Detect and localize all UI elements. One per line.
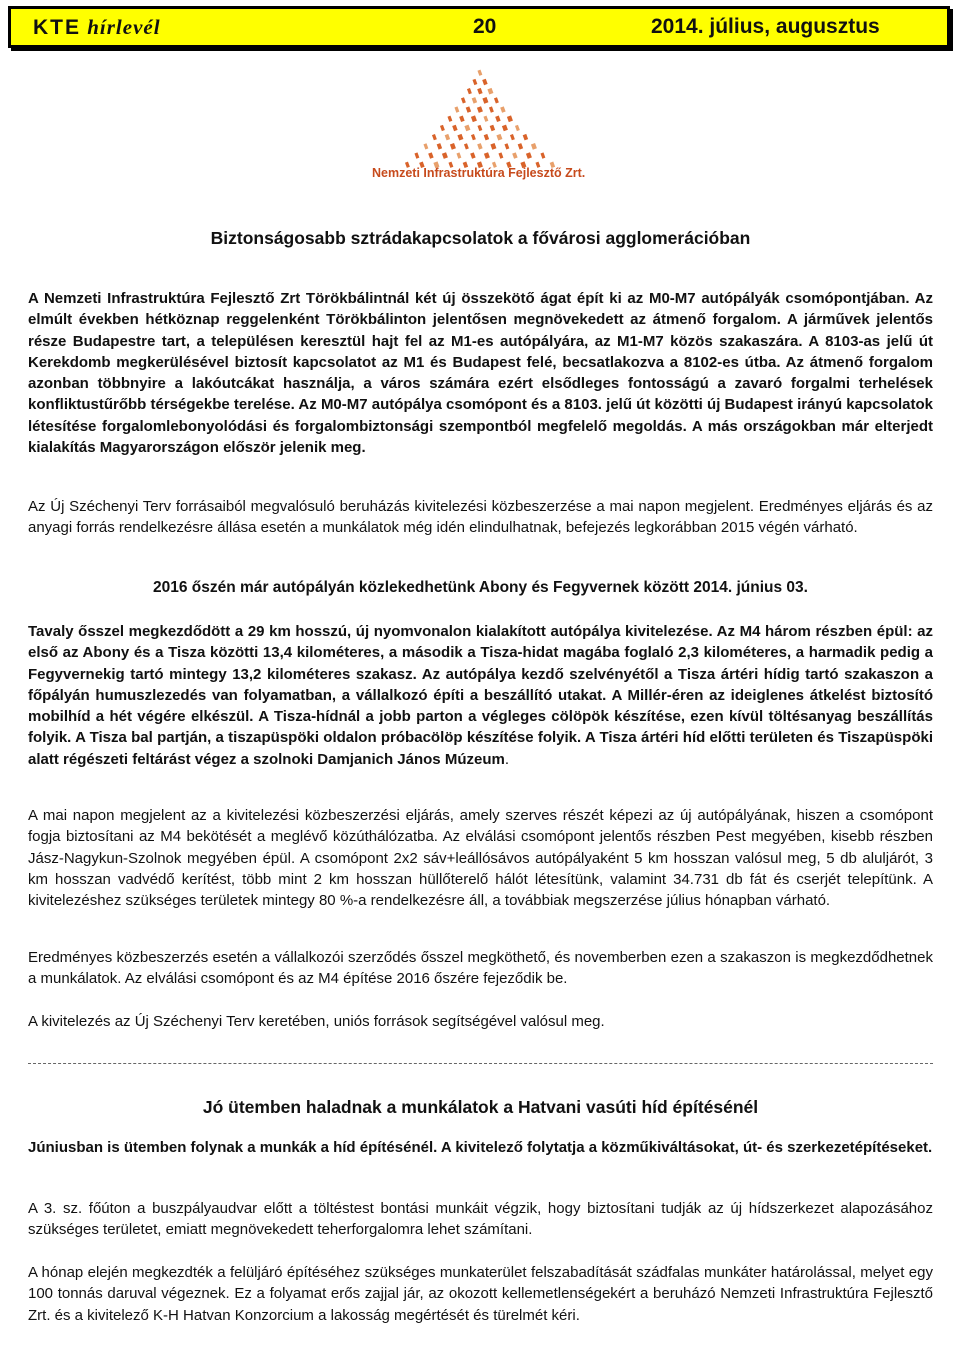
- article-paragraph: Az Új Széchenyi Terv forrásaiból megvalósuló beruházás kivitelezési közbeszerzése a mai napon megjelent. Eredményes eljárás és az anyagi forrás rendelkezésre állása esetén a munkálatok még idén elindulhatnak, befejezés legkorábban 2015 végén várható.: [28, 498, 933, 537]
- logo-mark: [498, 152, 503, 158]
- logo-mark: [490, 125, 495, 131]
- logo-mark: [472, 97, 477, 103]
- page-number: 20: [473, 15, 497, 38]
- logo-mark: [500, 106, 505, 112]
- logo-mark: [464, 125, 470, 132]
- article-lead-text: Tavaly ősszel megkezdődött a 29 km hosszú, új nyomvonalon kialakított autópálya kivitelezése. Az M4 három részben épül: az első az Abony és a Tisza közötti 13,4 kilométeres, a második a Tisza-hidat magába foglaló 2,3 kilométeres, a harmadik pedig a Fegyvernekig tartó mintegy 13,2 kilométeres szakasz. Az autópálya kezdő szelvényétől a Tisza ártéri hídig tartó szakaszon a főpályán humuszlezedés van folyamatban, a vállalkozó építi a beszállító utakat. A Millér-éren az ideiglenes átkelést biztosító mobilhíd a hét végére elkészül. A Tisza-hídnál a jobb parton a végleges cölöpök készítése, ezen kívül töltésanyag beszállítás folyik. A Tisza bal partján, a tiszapüspöki oldalon próbacölöp készítése folyik. A Tisza ártéri híd előtti területen és Tiszapüspöki alatt régészeti feltárást végez a szolnoki Damjanich János Múzeum: [28, 623, 933, 768]
- logo-mark: [477, 143, 482, 149]
- logo-mark: [432, 134, 437, 140]
- logo-mark: [471, 134, 476, 140]
- logo-mark: [487, 88, 493, 95]
- logo-org-name: Nemzeti Infrastruktúra Fejlesztő Zrt.: [372, 166, 586, 180]
- logo-mark: [484, 152, 490, 159]
- logo-mark: [504, 143, 509, 149]
- article-lead-tail: .: [504, 750, 509, 768]
- logo-mark: [540, 152, 545, 158]
- logo-mark: [515, 125, 520, 131]
- logo-mark: [523, 134, 528, 140]
- logo-mark: [471, 115, 477, 122]
- issue-date: 2014. július, augusztus: [651, 15, 880, 38]
- logo-mark: [428, 152, 433, 158]
- article-title: 2016 őszén már autópályán közlekedhetünk Abony és Fegyvernek között 2014. június 03.: [153, 579, 808, 596]
- logo-mark: [445, 134, 450, 140]
- logo-mark: [454, 106, 459, 112]
- logo-mark: [464, 143, 469, 149]
- logo-mark: [450, 143, 456, 150]
- brand-title: KTE hírlevél: [33, 15, 161, 39]
- logo-mark: [531, 143, 537, 150]
- logo-mark: [482, 79, 487, 85]
- article-paragraph: A kivitelezés az Új Széchenyi Terv keretében, uniós források segítségével valósul meg.: [28, 1013, 605, 1030]
- newsletter-header: [8, 6, 950, 48]
- article-title: Biztonságosabb sztrádakapcsolatok a fővárosi agglomerációban: [210, 228, 751, 248]
- logo-mark: [472, 79, 477, 85]
- logo-mark: [526, 152, 532, 159]
- logo-mark: [467, 88, 472, 94]
- article-title: Jó ütemben haladnak a munkálatok a Hatvani vasúti híd építésénél: [202, 1097, 759, 1117]
- logo-mark: [466, 106, 471, 112]
- logo-mark: [461, 97, 466, 103]
- logo-mark: [447, 116, 452, 122]
- logo-mark: [482, 97, 488, 104]
- article-paragraph: A mai napon megjelent az a kivitelezési közbeszerzési eljárás, amely szerves részét képezi az új autópályának, hiszen a csomópont fogja biztosítani az M4 bekötését a meglévő közúthálózatba. Az elválási csomópont jelentős részben Pest megyében, kisebb részben Jász-Nagykun-Szolnok megyében épül. A csomópont 2x2 sáv+leállósávos autópályaként 5 km hosszan valósul meg, 5 db aluljárót, 3 km hosszan vadvédő kerítést, több mint 2 km hosszan hüllőterelő hálót létesítünk, valamint 34.731 db fát és cserjét telepítünk. A kivitelezéshez szükséges területek mintegy 80 %-a rendelkezésre áll, a továbbiak megszerzése július hónapban várható.: [28, 807, 933, 910]
- logo-mark: [477, 70, 482, 76]
- logo-mark: [489, 106, 494, 112]
- article-paragraph: A hónap elején megkezdték a felüljáró építéséhez szükséges munkaterület felszabadítását szádfalas munkáter határolással, melyet egy 100 tonnás daruval végeznek. Ez a folyamat erős zajjal jár, az okozott kellemetlenségekért a beruházó Nemzeti Infrastruktúra Fejlesztő Zrt. és a kivitelező K-H Hatvan Konzorcium a lakosság megértését és türelmét kéri.: [28, 1264, 933, 1324]
- logo-mark: [442, 152, 448, 159]
- logo-mark: [414, 152, 419, 158]
- logo-mark: [490, 143, 496, 150]
- logo-mark: [507, 115, 513, 122]
- logo-mark: [494, 97, 499, 103]
- logo-mark: [512, 152, 517, 158]
- logo-mark: [452, 125, 457, 131]
- logo-mark: [484, 134, 489, 140]
- logo-mark: [456, 152, 461, 158]
- logo-mark: [477, 106, 483, 113]
- logo-mark: [470, 152, 475, 158]
- logo-mark: [495, 116, 500, 122]
- logo-mark: [437, 143, 442, 149]
- article-lead: [28, 621, 933, 770]
- article-paragraph: A 3. sz. főúton a buszpályaudvar előtt a töltéstest bontási munkáit végzik, hogy biztosítani tudják az új hídszerkezet alapozásához szükséges területet, emiatt megnövekedett teherforgalomra lehet számítani.: [28, 1200, 933, 1239]
- logo-mark: [496, 134, 502, 141]
- logo-mark: [457, 134, 463, 141]
- article-lead: A Nemzeti Infrastruktúra Fejlesztő Zrt Törökbálintnál két új összekötő ágat épít ki az M0-M7 autópályák csomópontjában. Az elmúlt években hétköznap reggelenként Törökbálinton jelentősen megnövekedett az átmenő forgalom. A járművek jelentős része Budapestre tart, a településen keresztül hajt fel az M1-es autópályára, az M1-M7 közös szakaszára. A 8103-as jelű út Kerekdomb megkerülésével biztosít kapcsolatot az M1 és Budapest felé, becsatlakozva a 8102-es útba. Az átmenő forgalom azonban többnyire a lakóutcákat használja, a város számára ezért elsődleges fontosságú a zavaró forgalmi terhelések konfliktustűrőbb térségekbe terelése. Az M0-M7 autópálya csomópont és a 8103. jelű út közötti új Budapest irányú kapcsolatok létesítése forgalomlebonyolódási és forgalombiztonsági szempontból megfelelő megoldás. A más országokban már elterjedt kialakítás Magyarországon először jelenik meg.: [28, 290, 933, 457]
- logo-mark: [502, 125, 508, 132]
- logo-mark: [518, 143, 523, 149]
- article-paragraph: Eredményes közbeszerzés esetén a vállalkozói szerződés ősszel megköthető, és novemberben ezen a szakaszon is megkezdődhetnek a munkálatok. Az elválási csomópont és az M4 építése 2016 őszére fejeződik be.: [28, 949, 933, 988]
- logo-mark: [510, 134, 515, 140]
- logo-mark: [483, 116, 488, 122]
- logo-mark: [459, 116, 464, 122]
- logo-mark: [477, 88, 482, 94]
- section-divider: [28, 1063, 933, 1064]
- logo-mark: [423, 143, 428, 149]
- logo-mark: [440, 125, 445, 131]
- article-lead: Júniusban is ütemben folynak a munkák a híd építésénél. A kivitelező folytatja a közműkiváltásokat, út- és szerkezetépítéseket.: [28, 1139, 933, 1156]
- logo-mark: [477, 125, 482, 131]
